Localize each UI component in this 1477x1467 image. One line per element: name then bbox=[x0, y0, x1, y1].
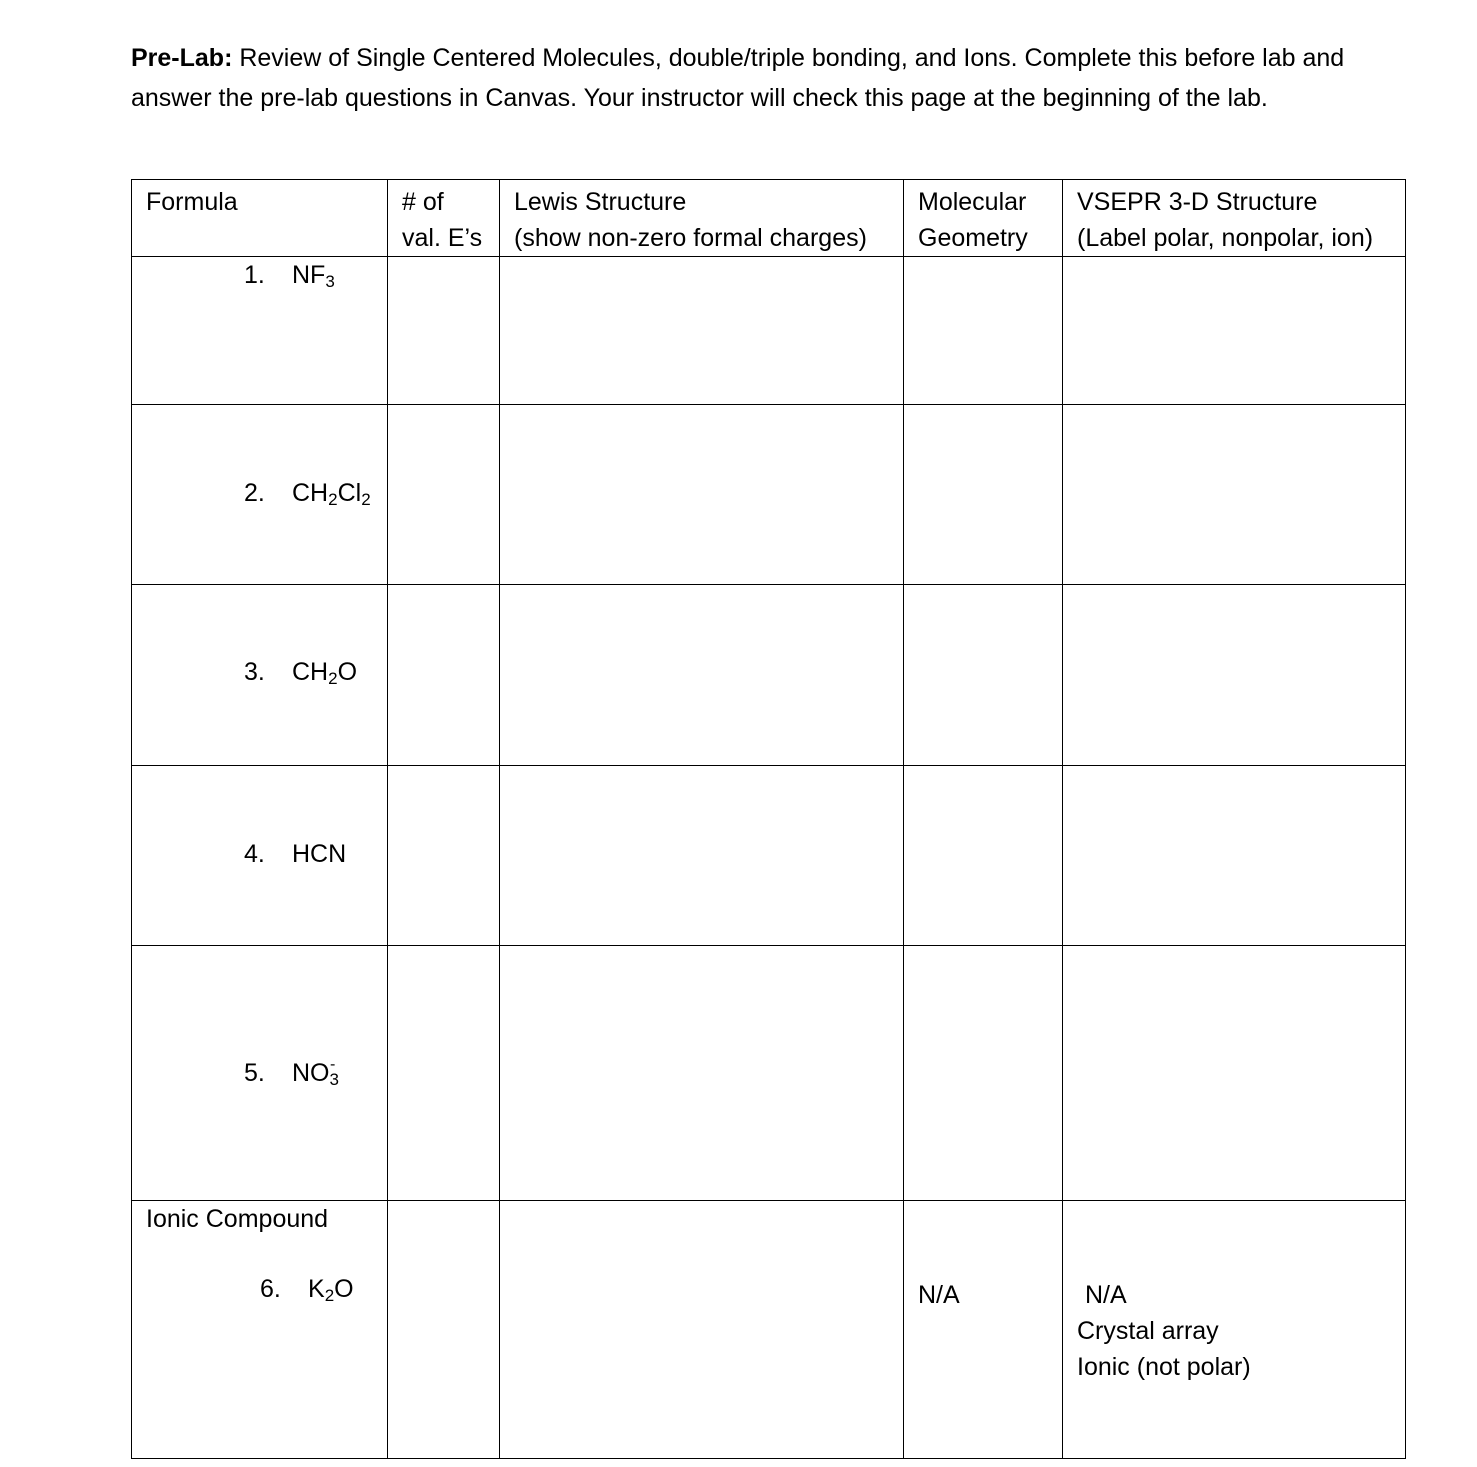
intro-bold-label: Pre-Lab: bbox=[131, 44, 233, 72]
intro-paragraph bbox=[131, 38, 1421, 118]
vsepr-cell-4[interactable] bbox=[1063, 766, 1406, 946]
vsepr-cell-5[interactable] bbox=[1063, 946, 1406, 1201]
geometry-cell-3[interactable] bbox=[904, 585, 1063, 766]
formula-hcn: 4. HCN bbox=[244, 840, 347, 868]
geometry-cell-4[interactable] bbox=[904, 766, 1063, 946]
geometry-cell-1[interactable] bbox=[904, 257, 1063, 405]
ionic-compound-label: Ionic Compound bbox=[146, 1205, 329, 1233]
vsepr-cell-3[interactable] bbox=[1063, 585, 1406, 766]
lewis-structure-cell-4[interactable] bbox=[500, 766, 904, 946]
lewis-structure-cell-2[interactable] bbox=[500, 405, 904, 585]
geometry-value-6: N/A bbox=[918, 1281, 960, 1309]
table-row bbox=[132, 405, 1406, 585]
formula-k2o: 6. $K_2O$ bbox=[260, 1275, 354, 1305]
vsepr-cell-2[interactable] bbox=[1063, 405, 1406, 585]
table-row-ionic bbox=[132, 1201, 1406, 1459]
valence-electrons-cell-6[interactable] bbox=[388, 1201, 500, 1459]
table-row bbox=[132, 585, 1406, 766]
formula-cell-6 bbox=[132, 1201, 388, 1459]
valence-electrons-cell-1[interactable] bbox=[388, 257, 500, 405]
valence-electrons-cell-2[interactable] bbox=[388, 405, 500, 585]
formula-cell-1 bbox=[132, 257, 388, 405]
table-row bbox=[132, 766, 1406, 946]
formula-cell-4 bbox=[132, 766, 388, 946]
formula-ch2cl2: 2. $CH_2Cl_2$ bbox=[244, 479, 371, 509]
valence-electrons-cell-3[interactable] bbox=[388, 585, 500, 766]
formula-cell-3 bbox=[132, 585, 388, 766]
formula-no3-ion: 5. $NO_3^-$ bbox=[244, 1056, 339, 1089]
intro-text: Review of Single Centered Molecules, double/triple bonding, and Ions. Complete this before lab and answer the pre-lab questions in Canvas. Your instructor will check this page at the beginning of the lab. bbox=[131, 44, 1345, 112]
table-row bbox=[132, 257, 1406, 405]
lewis-structure-cell-6[interactable] bbox=[500, 1201, 904, 1459]
lewis-structure-cell-5[interactable] bbox=[500, 946, 904, 1201]
geometry-cell-2[interactable] bbox=[904, 405, 1063, 585]
header-formula: Formula bbox=[132, 180, 388, 257]
formula-cell-2 bbox=[132, 405, 388, 585]
header-molecular-geometry: Molecular Geometry bbox=[904, 180, 1063, 257]
prelab-table bbox=[131, 179, 1406, 1459]
valence-electrons-cell-4[interactable] bbox=[388, 766, 500, 946]
table-row bbox=[132, 946, 1406, 1201]
valence-electrons-cell-5[interactable] bbox=[388, 946, 500, 1201]
vsepr-cell-6[interactable] bbox=[1063, 1201, 1406, 1459]
header-row bbox=[132, 180, 1406, 257]
geometry-cell-6[interactable] bbox=[904, 1201, 1063, 1459]
formula-ch2o: 3. $CH_2O$ bbox=[244, 658, 358, 688]
vsepr-cell-1[interactable] bbox=[1063, 257, 1406, 405]
geometry-cell-5[interactable] bbox=[904, 946, 1063, 1201]
header-lewis-structure: Lewis Structure (show non-zero formal charges) bbox=[500, 180, 904, 257]
formula-cell-5 bbox=[132, 946, 388, 1201]
lewis-structure-cell-1[interactable] bbox=[500, 257, 904, 405]
formula-nf3: 1. $NF_3$ bbox=[244, 261, 335, 291]
header-valence-electrons: # of val. E’s bbox=[388, 180, 500, 257]
vsepr-value-6: N/A Crystal array Ionic (not polar) bbox=[1077, 1281, 1251, 1381]
header-vsepr: VSEPR 3-D Structure (Label polar, nonpolar, ion) bbox=[1063, 180, 1406, 257]
lewis-structure-cell-3[interactable] bbox=[500, 585, 904, 766]
